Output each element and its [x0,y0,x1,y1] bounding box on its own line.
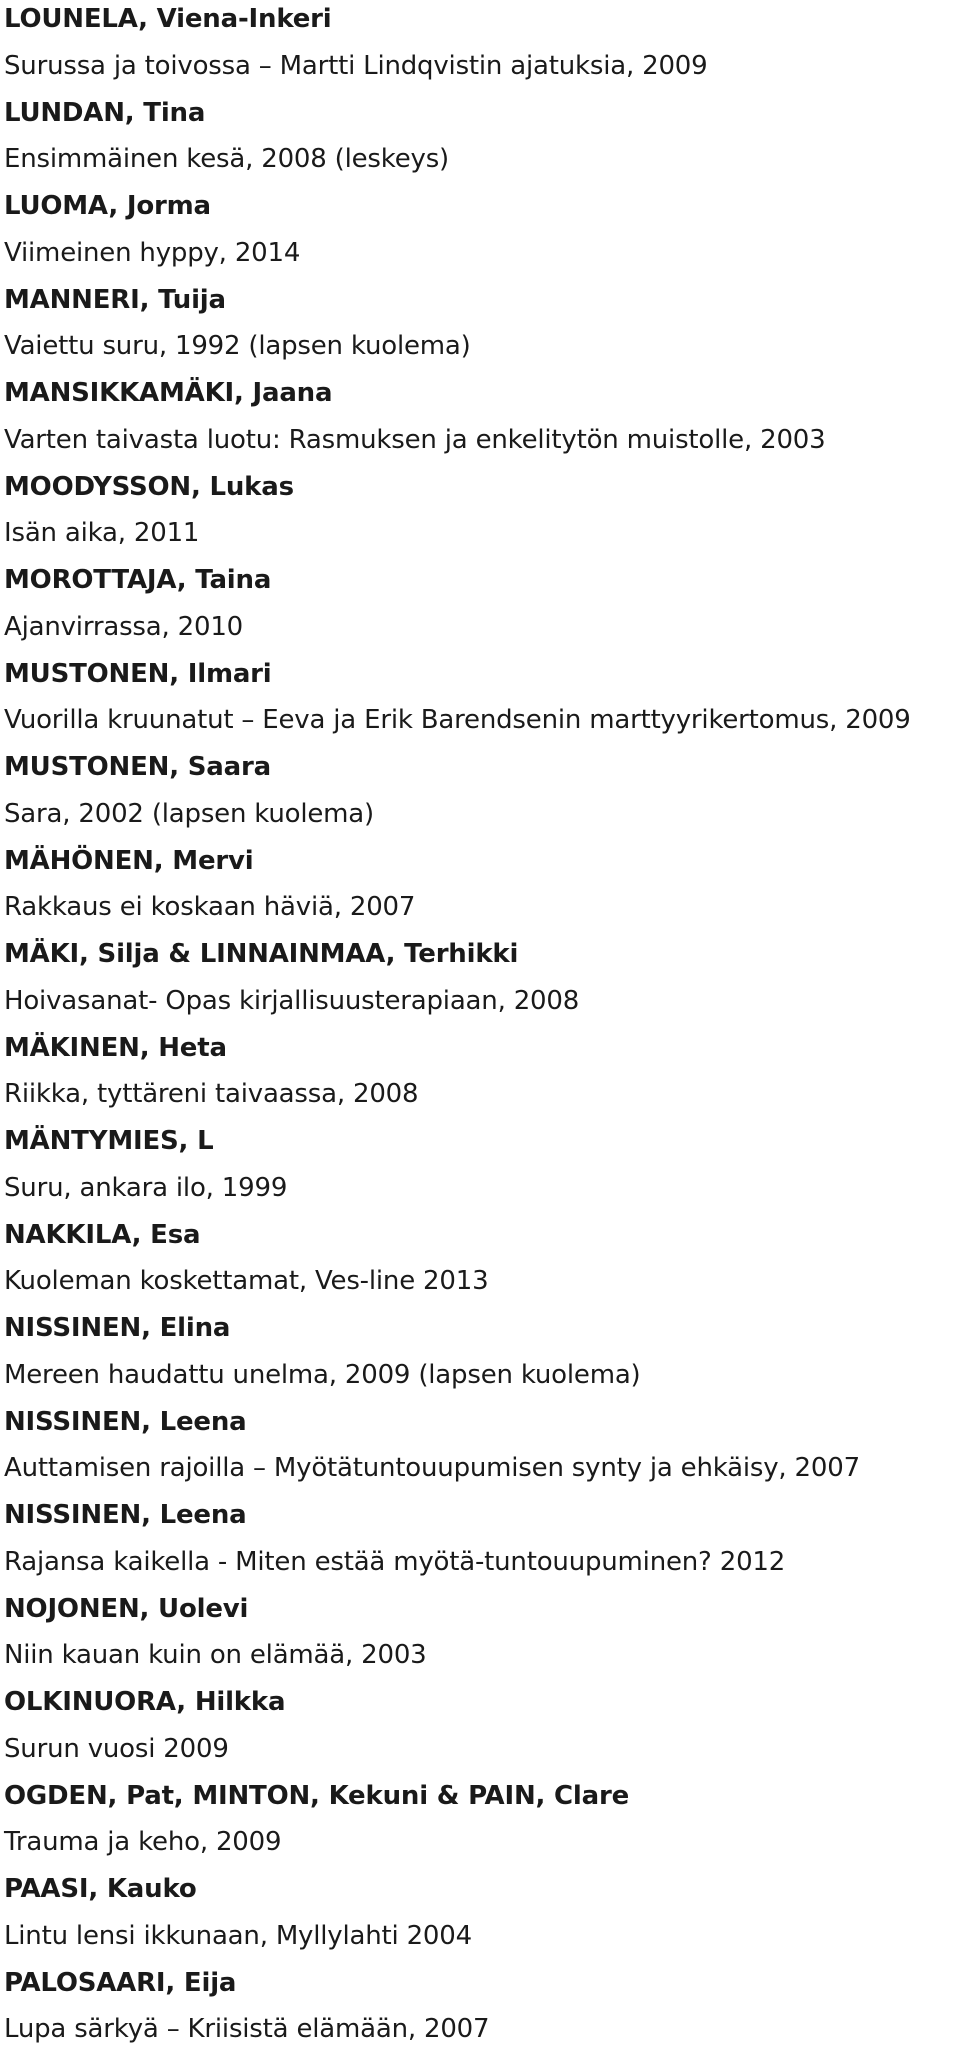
entry-author: MANNERI, Tuija [4,281,954,328]
entry-title: Viimeinen hyppy, 2014 [4,234,954,281]
entry-author: OLKINUORA, Hilkka [4,1683,954,1730]
entry-title: Lupa särkyä – Kriisistä elämään, 2007 [4,2010,954,2057]
entry-ogden-minton-pain [4,1777,954,1871]
entry-lundan [4,94,954,188]
entry-manneri [4,281,954,375]
entry-title: Rajansa kaikella - Miten estää myötä-tuntouupuminen? 2012 [4,1543,954,1590]
entry-author: MOODYSSON, Lukas [4,468,954,515]
entry-title: Suru, ankara ilo, 1999 [4,1169,954,1216]
entry-nissinen-leena-1 [4,1403,954,1497]
entry-moodysson [4,468,954,562]
entry-title: Niin kauan kuin on elämää, 2003 [4,1636,954,1683]
entry-title: Vuorilla kruunatut – Eeva ja Erik Barendsenin marttyyrikertomus, 2009 [4,701,954,748]
entry-nojonen [4,1590,954,1684]
entry-title: Surussa ja toivossa – Martti Lindqvistin ajatuksia, 2009 [4,47,954,94]
entry-title: Lintu lensi ikkunaan, Myllylahti 2004 [4,1917,954,1964]
entry-author: LOUNELA, Viena-Inkeri [4,0,954,47]
entry-olkinuora [4,1683,954,1777]
entry-makinen [4,1029,954,1123]
bibliography-list [4,0,954,2057]
entry-title: Vaiettu suru, 1992 (lapsen kuolema) [4,327,954,374]
entry-mahonen [4,842,954,936]
entry-author: MÄKINEN, Heta [4,1029,954,1076]
entry-nissinen-elina [4,1309,954,1403]
entry-author: NISSINEN, Leena [4,1496,954,1543]
entry-title: Riikka, tyttäreni taivaassa, 2008 [4,1075,954,1122]
entry-maki-linnainmaa [4,935,954,1029]
entry-nissinen-leena-2 [4,1496,954,1590]
entry-title: Rakkaus ei koskaan häviä, 2007 [4,888,954,935]
entry-mustonen-ilmari [4,655,954,749]
entry-author: NISSINEN, Elina [4,1309,954,1356]
entry-author: OGDEN, Pat, MINTON, Kekuni & PAIN, Clare [4,1777,954,1824]
entry-title: Auttamisen rajoilla – Myötätuntouupumisen synty ja ehkäisy, 2007 [4,1449,954,1496]
entry-nakkila [4,1216,954,1310]
entry-title: Ajanvirrassa, 2010 [4,608,954,655]
entry-paasi [4,1870,954,1964]
entry-mustonen-saara [4,748,954,842]
entry-morottaja [4,561,954,655]
entry-author: MÄHÖNEN, Mervi [4,842,954,889]
entry-author: NAKKILA, Esa [4,1216,954,1263]
entry-title: Ensimmäinen kesä, 2008 (leskeys) [4,140,954,187]
entry-palosaari [4,1964,954,2057]
entry-author: MUSTONEN, Ilmari [4,655,954,702]
entry-author: MOROTTAJA, Taina [4,561,954,608]
entry-author: LUNDAN, Tina [4,94,954,141]
entry-title: Trauma ja keho, 2009 [4,1823,954,1870]
entry-author: MÄKI, Silja & LINNAINMAA, Terhikki [4,935,954,982]
entry-luoma [4,187,954,281]
entry-mansikkamaki [4,374,954,468]
entry-author: MUSTONEN, Saara [4,748,954,795]
entry-title: Mereen haudattu unelma, 2009 (lapsen kuolema) [4,1356,954,1403]
entry-author: LUOMA, Jorma [4,187,954,234]
entry-author: PAASI, Kauko [4,1870,954,1917]
entry-lounela [4,0,954,94]
entry-title: Surun vuosi 2009 [4,1730,954,1777]
entry-author: NOJONEN, Uolevi [4,1590,954,1637]
entry-author: NISSINEN, Leena [4,1403,954,1450]
entry-title: Kuoleman koskettamat, Ves-line 2013 [4,1262,954,1309]
entry-author: PALOSAARI, Eija [4,1964,954,2011]
entry-title: Sara, 2002 (lapsen kuolema) [4,795,954,842]
entry-author: MÄNTYMIES, L [4,1122,954,1169]
entry-author: MANSIKKAMÄKI, Jaana [4,374,954,421]
entry-mantymies [4,1122,954,1216]
entry-title: Hoivasanat- Opas kirjallisuusterapiaan, 2008 [4,982,954,1029]
entry-title: Isän aika, 2011 [4,514,954,561]
entry-title: Varten taivasta luotu: Rasmuksen ja enkelitytön muistolle, 2003 [4,421,954,468]
